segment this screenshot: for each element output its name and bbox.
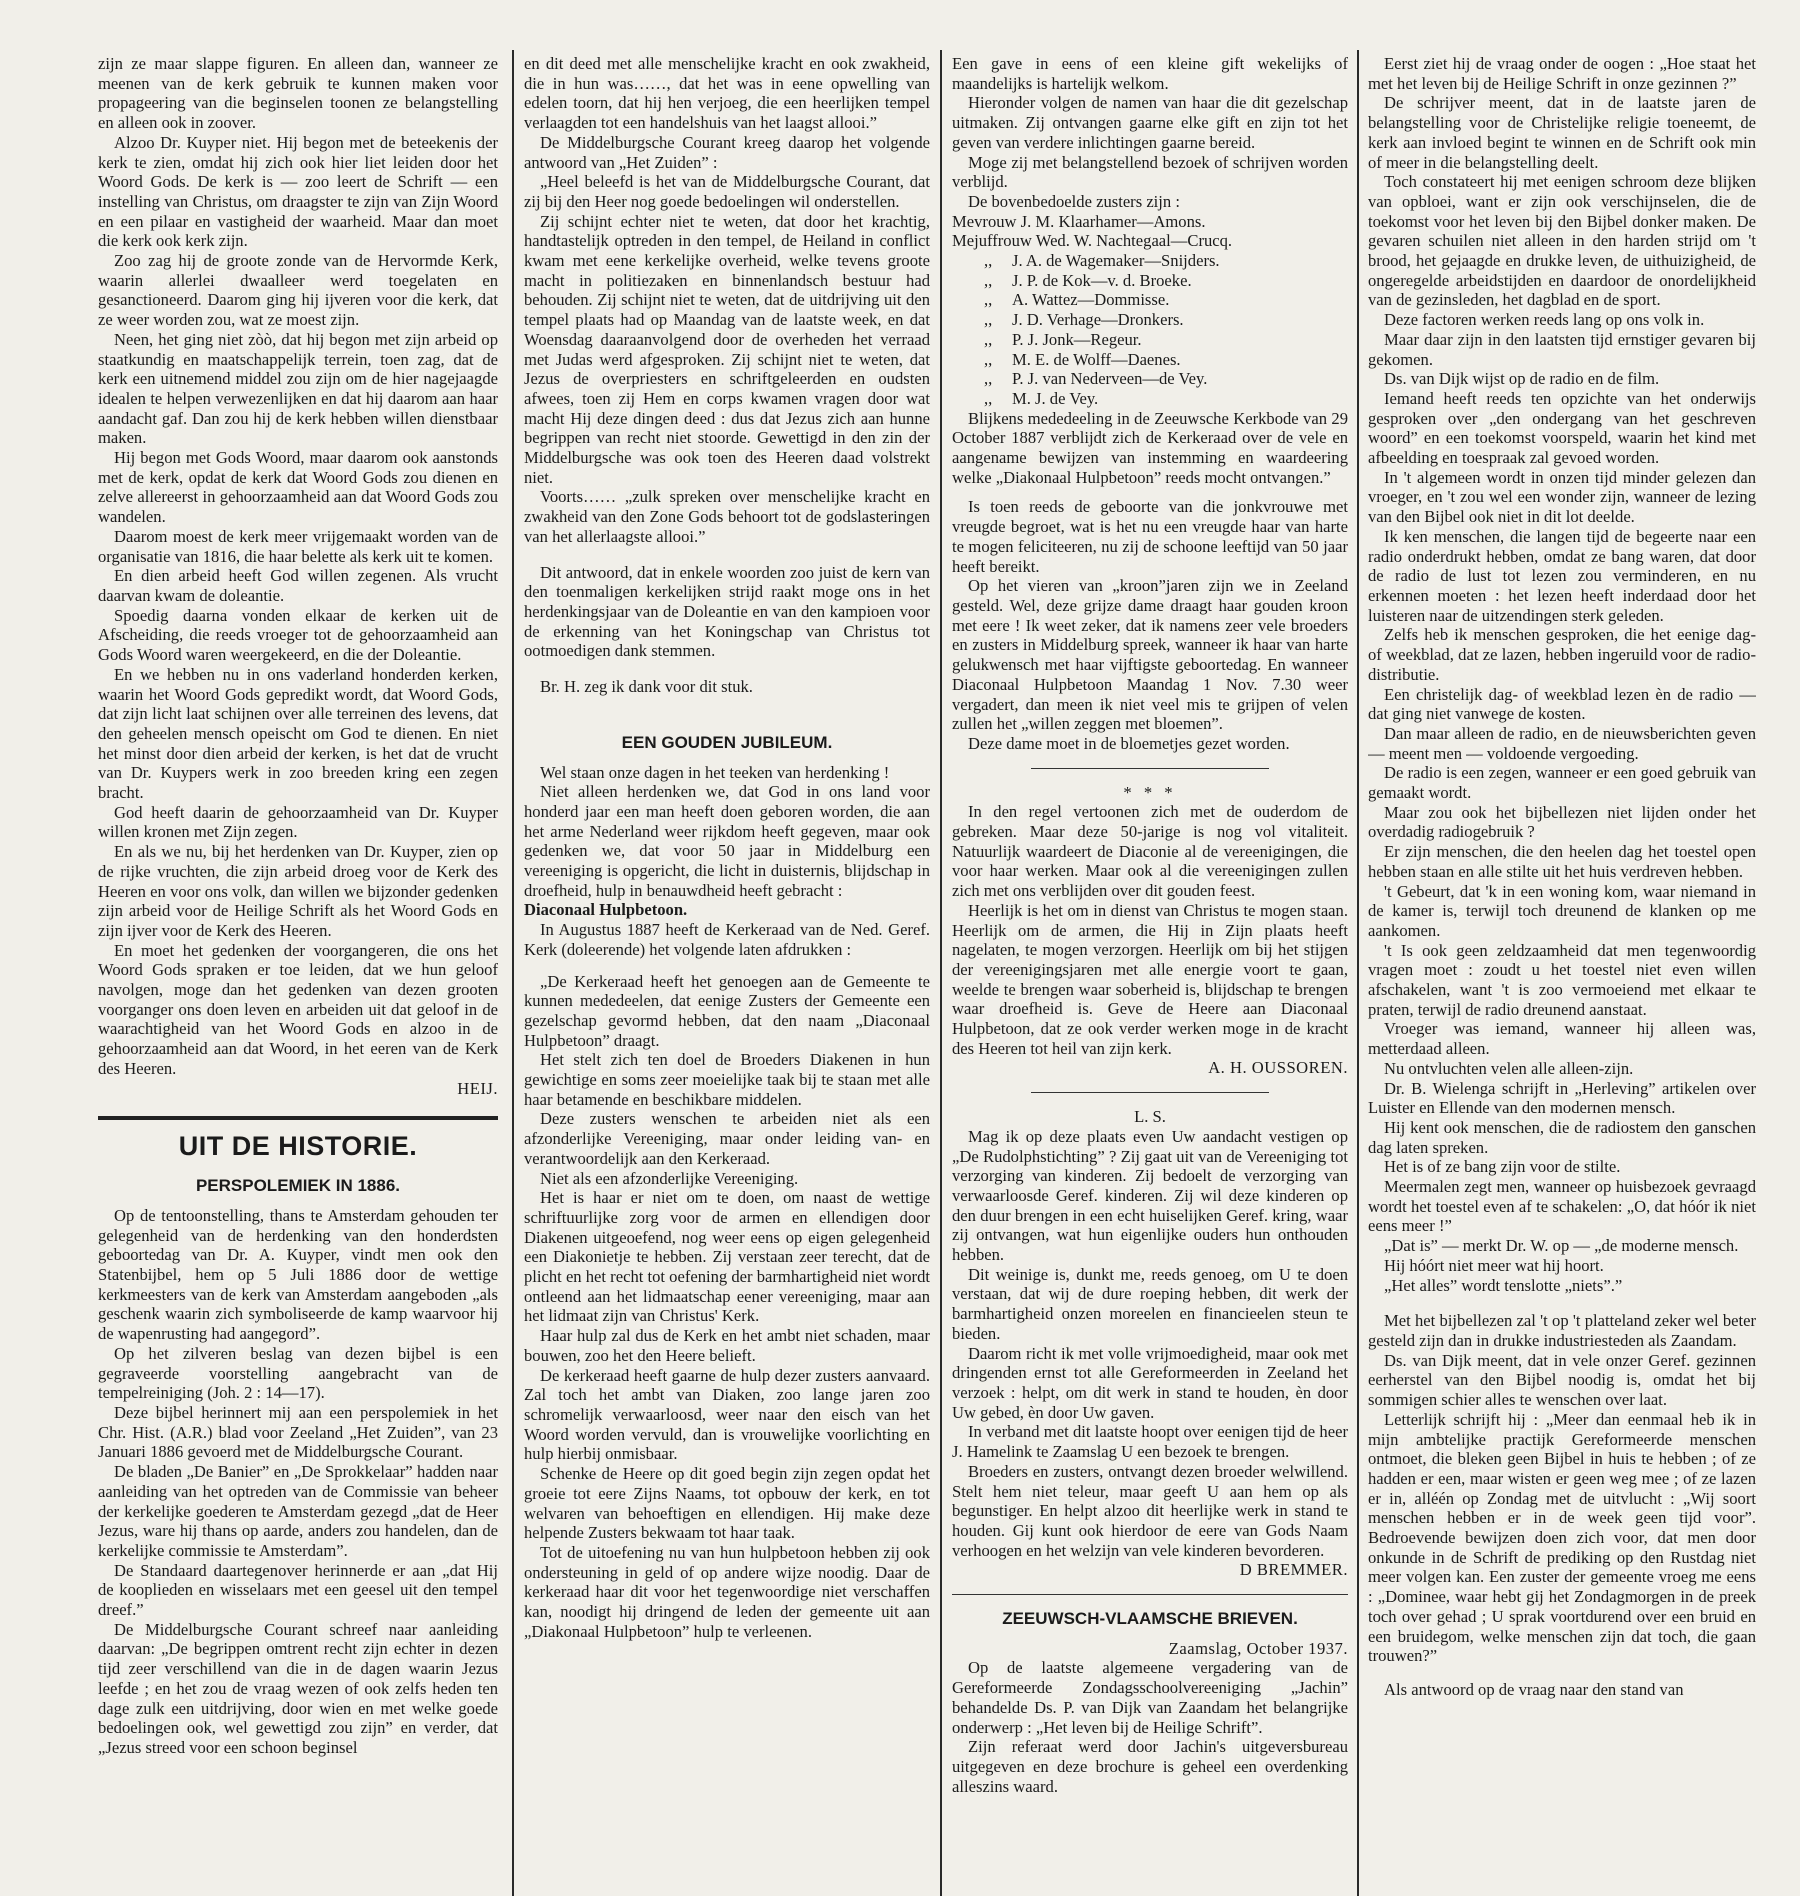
column-rule: [940, 50, 942, 1896]
column-1: [98, 54, 498, 1884]
paragraph: Zijn referaat werd door Jachin's uitgeversbureau uitgegeven en deze brochure is geheel een overdenking alleszins waard.: [952, 1737, 1348, 1796]
paragraph: Blijkens mededeeling in de Zeeuwsche Kerkbode van 29 October 1887 verblijdt zich de Kerkeraad over de vele en aangename bewijzen van instemming en waardeering welke „Diakonaal Hulpbetoon” reeds mocht ontvangen.”: [952, 408, 1348, 487]
divider: [1031, 768, 1269, 769]
column-rule: [512, 50, 514, 1896]
paragraph: Letterlijk schrijft hij : „Meer dan eenmaal heb ik in mijn ambtelijke practijk Gereformeerde menschen ontmoet, die bleken geen Bijbel in huis te hebben ; of ze hadden er een, maar wisten er geen weg mee ; of ze lazen er in, alléén op Zondag met de uitvlucht : „Wij soort menschen hebben er in de week geen tijd voor”. Bedroevende bewijzen doen zich voor, dat men door onkunde in de Schrift de prediking op den Rustdag niet meer volgen kan. Een zuster der gemeente vroeg me eens : „Dominee, waar hebt gij het Zondagmorgen in de preek toch over gehad ; U sprak voortdurend over een bruid en een bruidegom, welke menschen zijn dat toch, die gaan trouwen?”: [1368, 1409, 1756, 1666]
paragraph: Zoo zag hij de groote zonde van de Hervormde Kerk, waarin allerlei dwaalleer werd toegelaten en gesanctioneerd. Daarom ging hij ijveren voor die kerk, dat ze weer worden zou, wat ze moest zijn.: [98, 251, 498, 330]
paragraph: Heerlijk is het om in dienst van Christus te mogen staan. Heerlijk om de armen, die Hij in Zijn plaats heeft nagelaten, te mogen verzorgen. Heerlijk om bij het stijgen der vereenigingsjaren met alle energie voort te gaan, weelde te brengen waar soberheid is, blijdschap te brengen waar droefheid is. Geve de Heere aan Diaconaal Hulpbetoon, dat ze ook verder werken moge in de kracht des Heeren tot heil van zijn kerk.: [952, 900, 1348, 1058]
column-4: [1368, 54, 1756, 1884]
paragraph: Dr. B. Wielenga schrijft in „Herleving” artikelen over Luister en Ellende van den modernen mensch.: [1368, 1078, 1756, 1118]
paragraph: In 't algemeen wordt in onzen tijd minder gelezen dan vroeger, en 't zou wel een wonder zijn, wanneer de lezing van den Bijbel ook niet in dit lot deelde.: [1368, 467, 1756, 527]
paragraph: Nu ontvluchten velen alle alleen-zijn.: [1384, 1058, 1634, 1078]
section-title: EEN GOUDEN JUBILEUM.: [621, 732, 833, 752]
paragraph: Als antwoord op de vraag naar den stand van: [1384, 1679, 1684, 1699]
paragraph: Ds. van Dijk meent, dat in vele onzer Geref. gezinnen eerherstel van den Bijbel noodig is, omdat het bij sommigen schier alles te wenschen over laat.: [1368, 1350, 1756, 1410]
paragraph: Deze zusters wenschen te arbeiden niet als een afzonderlijke Vereeniging, maar onder leiding van- en verantwoordelijk aan den Kerkeraad.: [524, 1109, 930, 1168]
paragraph: Het is of ze bang zijn voor de stilte.: [1384, 1157, 1621, 1177]
paragraph: In Augustus 1887 heeft de Kerkeraad van de Ned. Geref. Kerk (doleerende) het volgende laten afdrukken :: [524, 920, 930, 959]
paragraph: Op de laatste algemeene vergadering van de Gereformeerde Zondagsschoolvereeniging „Jachin” behandelde Ds. P. van Dijk van Zaandam het belangrijke onderwerp : „Het leven bij de Heilige Schrift”.: [952, 1658, 1348, 1737]
paragraph: Eerst ziet hij de vraag onder de oogen : „Hoe staat het met het leven bij de Heilige Schrift in onze gezinnen ?”: [1368, 54, 1756, 93]
author-signature: D BREMMER.: [1239, 1560, 1348, 1580]
article-title: PERSPOLEMIEK IN 1886.: [195, 1176, 401, 1196]
paragraph: Broeders en zusters, ontvangt dezen broeder welwillend. Stelt hem niet teleur, maar geeft U aan hem op als begunstiger. En helpt alzoo dit heerlijke werk in stand te houden. Gij kunt ook hierdoor de eere van Gods Naam verhoogen en het welzijn van vele kinderen bevorderen.: [952, 1461, 1348, 1560]
paragraph: „Dat is” — merkt Dr. W. op — „de moderne mensch.: [1384, 1236, 1739, 1256]
list-item: ,, J. A. de Wagemaker—Snijders.: [984, 251, 1220, 271]
paragraph: Een gave in eens of een kleine gift wekelijks of maandelijks is hartelijk welkom.: [952, 54, 1348, 93]
divider: [1031, 1092, 1269, 1093]
names-list: [952, 212, 1348, 409]
paragraph: Daarom moest de kerk meer vrijgemaakt worden van de organisatie van 1816, die haar belette als kerk uit te komen.: [98, 526, 498, 566]
list-item: ,, M. J. de Vey.: [984, 388, 1099, 408]
paragraph: Alzoo Dr. Kuyper niet. Hij begon met de beteekenis der kerk te zien, omdat hij zich ook hier liet leiden door het Woord Gods. De kerk is — zoo leert de Schrift — een instelling van Christus, om draagster te zijn van Zijn Woord en een pilaar en vastigheid der waarheid. Maar dan moet die kerk ook kerk zijn.: [98, 132, 498, 251]
column-2: [524, 54, 930, 1884]
paragraph: De kerkeraad heeft gaarne de hulp dezer zusters aanvaard. Zal toch het ambt van Diaken, zoo lange jaren zoo schromelijk verwaarloosd, weer naar den eisch van het Woord worden vervuld, dan is vrouwelijke voorlichting en hulp hierbij onmisbaar.: [524, 1365, 930, 1464]
paragraph: „Heel beleefd is het van de Middelburgsche Courant, dat zij bij den Heer nog goede bedoelingen wil onderstellen.: [524, 172, 930, 211]
paragraph: Spoedig daarna vonden elkaar de kerken uit de Afscheiding, die reeds vroeger tot de gehoorzaamheid aan Gods Woord waren weergekeerd, en die der Doleantie.: [98, 605, 498, 665]
paragraph: Een christelijk dag- of weekblad lezen èn de radio — dat ging niet vanwege de kosten.: [1368, 684, 1756, 724]
paragraph: Vroeger was iemand, wanneer hij alleen was, metterdaad alleen.: [1368, 1019, 1756, 1059]
paragraph: En moet het gedenken der voorgangeren, die ons het Woord Gods spraken er toe leiden, dat we hun geloof navolgen, moge dan het gedenken van dezen grooten voorganger ons doen leven en arbeiden uit dat geloof in de waarachtigheid van het Woord Gods en alzoo in de gehoorzaamheid aan dat Woord, in het eeren van de Kerk des Heeren.: [98, 940, 498, 1078]
dateline: Zaamslag, October 1937.: [1168, 1638, 1348, 1658]
paragraph: Hij kent ook menschen, die de radiostem den ganschen dag laten spreken.: [1368, 1117, 1756, 1157]
organisation-name: Diaconaal Hulpbetoon.: [524, 900, 688, 920]
list-item: ,, M. E. de Wolff—Daenes.: [984, 349, 1181, 369]
list-item: ,, J. P. de Kok—v. d. Broeke.: [984, 270, 1192, 290]
paragraph: Toch constateert hij met eenigen schroom deze blijken van opbloei, want er zijn ook verschijnselen, die de toekomst voor het leven bij den Bijbel donker maken. De gevaren schuilen niet alleen in den harden strijd om 't brood, het gejaagde en drukke leven, de uithuizigheid, de ongeregelde arbeidstijden en daardoor de onordelijkheid van de gezinsleden, het dagblad en de sport.: [1368, 172, 1756, 310]
paragraph: Deze dame moet in de bloemetjes gezet worden.: [968, 733, 1290, 753]
list-item: ,, P. J. van Nederveen—de Vey.: [984, 369, 1208, 389]
list-item: ,, P. J. Jonk—Regeur.: [984, 329, 1142, 349]
divider: [952, 1594, 1348, 1595]
paragraph: De radio is een zegen, wanneer er een goed gebruik van gemaakt wordt.: [1368, 763, 1756, 803]
section-title: ZEEUWSCH-VLAAMSCHE BRIEVEN.: [1002, 1609, 1298, 1629]
paragraph: Mag ik op deze plaats even Uw aandacht vestigen op „De Rudolphstichting” ? Zij gaat uit van de Vereeniging tot verzorging van kinderen. Zij bedoelt de verzorging van verwaarloosde Geref. kinderen. Zij wil deze kinderen op den duur brengen in een echt huiselijken Geref. kring, waar zij ontvangen, wat hun eigenlijke ouders hun onthouden hebben.: [952, 1126, 1348, 1265]
paragraph: Is toen reeds de geboorte van die jonkvrouwe met vreugde begroet, wat is het nu een vreugde haar van harte te mogen feliciteeren, nu zij de schoone leeftijd van 50 jaar heeft bereikt.: [952, 497, 1348, 576]
paragraph: Zelfs heb ik menschen gesproken, die het eenige dag- of weekblad, dat ze lazen, hebben ingeruild voor de radio-distributie.: [1368, 625, 1756, 684]
paragraph: In den regel vertoonen zich met de ouderdom de gebreken. Maar deze 50-jarige is nog vol vitaliteit. Natuurlijk waardeert de Diaconie al de vereenigingen, die voor haar werken. Maar ook al die vereenigingen zullen zich met ons verblijden over dit gouden feest.: [952, 802, 1348, 901]
paragraph: Niet als een afzonderlijke Vereeniging.: [540, 1168, 799, 1188]
author-signature: HEIJ.: [457, 1078, 498, 1098]
author-signature: A. H. OUSSOREN.: [1208, 1058, 1348, 1078]
paragraph: Voorts…… „zulk spreken over menschelijke kracht en zwakheid van den Zone Gods behoort tot de godslasteringen van het allerlaagste allooi.”: [524, 487, 930, 546]
list-item: ,, A. Wattez—Dommisse.: [984, 290, 1170, 310]
paragraph: zijn ze maar slappe figuren. En alleen dan, wanneer ze meenen van de kerk gebruik te kunnen maken voor propageering van die beginselen toonen ze belangstelling en alleen ook in zoover.: [98, 54, 498, 133]
column-3: [952, 54, 1348, 1884]
paragraph: Maar zou ook het bijbellezen niet lijden onder het overdadig radiogebruik ?: [1368, 802, 1756, 842]
paragraph: Hij hóórt niet meer wat hij hoort.: [1384, 1255, 1604, 1275]
paragraph: Iemand heeft reeds ten opzichte van het onderwijs gesproken over „den ondergang van het geschreven woord” en een toekomst voorspeld, waarin het kind met afbeelding en toespraak zal gevoed worden.: [1368, 388, 1756, 468]
paragraph: En we hebben nu in ons vaderland honderden kerken, waarin het Woord Gods gepredikt wordt, dat Woord Gods, dat zijn licht laat schijnen over alle terreinen des levens, dat den geheelen mensch opeischt om God te dienen. En niet het minst door dien arbeid der kerken, is het dat de vrucht van Dr. Kuypers werk in zoo breeden kring een zegen bracht.: [98, 664, 498, 803]
paragraph: Schenke de Heere op dit goed begin zijn zegen opdat het groeie tot eere Zijns Naams, tot opbouw der kerk, en tot welvaren van behoeftigen en ellendigen. Hij make deze helpende Zusters bekwaam tot haar taak.: [524, 1464, 930, 1543]
paragraph: Op het vieren van „kroon”jaren zijn we in Zeeland gesteld. Wel, deze grijze dame draagt haar gouden kroon met eere ! Ik weet zeker, dat ik namens zeer vele broeders en zusters in Middelburg spreek, wanneer ik haar van harte gelukwensch met haar vijftigste geboortedag. En wanneer Diaconaal Hulpbetoon Maandag 1 Nov. 7.30 weer vergadert, dan meen ik niet veel mis te grijpen of velen zullen het „willen zeggen met bloemen”.: [952, 576, 1348, 734]
paragraph: Het stelt zich ten doel de Broeders Diakenen in hun gewichtige en soms zeer moeielijke taak bij te staan met alle haar betamende en beschikbare middelen.: [524, 1050, 930, 1109]
paragraph: Op de tentoonstelling, thans te Amsterdam gehouden ter gelegenheid van de herdenking van den honderdsten geboortedag van Dr. A. Kuyper, vindt men ook den Statenbijbel, hem op 5 Juli 1886 door de wettige kerkmeesters van de kerk van Amsterdam aangeboden „als geschenk waarin zich symboliseerde de kamp waarvoor hij de wapenrusting had aangegord”.: [98, 1205, 498, 1344]
paragraph: Daarom richt ik met volle vrijmoedigheid, maar ook met dringenden ernst tot alle Gereformeerden in Zeeland het verzoek : helpt, om dit werk in stand te houden, èn door Uw gebed, èn door Uw gaven.: [952, 1343, 1348, 1422]
paragraph: Niet alleen herdenken we, dat God in ons land voor honderd jaar een man heeft doen geboren worden, die aan het arme Nederland weer rijkdom heeft gegeven, maar ook gedenken we, dat voor 50 jaar in Middelburg een vereeniging is opgericht, die licht in duisternis, blijdschap in droefheid, hulp in benauwdheid heeft gebracht :: [524, 782, 930, 900]
list-item: ,, J. D. Verhage—Dronkers.: [984, 310, 1184, 330]
paragraph: God heeft daarin de gehoorzaamheid van Dr. Kuyper willen kronen met Zijn zegen.: [98, 802, 498, 842]
paragraph: Ik ken menschen, die langen tijd de begeerte naar een radio onderdrukt hebben, omdat ze bang waren, dat door de radio de lust tot lezen zou verminderen, en nu erkennen moeten : het lezen heeft inderdaad door het luisteren naar de uitzendingen sterk geleden.: [1368, 526, 1756, 625]
paragraph: Hieronder volgen de namen van haar die dit gezelschap uitmaken. Zij ontvangen gaarne elke gift en zijn tot het geven van verdere inlichtingen gaarne bereid.: [952, 93, 1348, 152]
paragraph: Moge zij met belangstellend bezoek of schrijven worden verblijd.: [952, 152, 1348, 192]
paragraph: Deze bijbel herinnert mij aan een perspolemiek in het Chr. Hist. (A.R.) blad voor Zeeland „Het Zuiden”, van 23 Januari 1886 gevoerd met de Middelburgsche Courant.: [98, 1403, 498, 1462]
paragraph: En dien arbeid heeft God willen zegenen. Als vrucht daarvan kwam de doleantie.: [98, 566, 498, 605]
section-title: UIT DE HISTORIE.: [178, 1131, 418, 1162]
paragraph: En als we nu, bij het herdenken van Dr. Kuyper, zien op de rijke vruchten, die zijn arbeid droeg voor de Kerk des Heeren en voor ons volk, dan willen we bijzonder gedenken zijn arbeid voor de Heilige Schrift als het Woord Gods en zijn ijver voor de Kerk des Heeren.: [98, 842, 498, 940]
paragraph: 't Gebeurt, dat 'k in een woning kom, waar niemand in de kamer is, terwijl toch dreunend de klanken op me aankomen.: [1368, 881, 1756, 940]
paragraph: Er zijn menschen, die den heelen dag het toestel open hebben staan en alle stilte uit het huis verdreven hebben.: [1368, 842, 1756, 881]
paragraph: De Middelburgsche Courant kreeg daarop het volgende antwoord van „Het Zuiden” :: [524, 132, 930, 172]
paragraph: Br. H. zeg ik dank voor dit stuk.: [540, 677, 753, 697]
paragraph: Dit antwoord, dat in enkele woorden zoo juist de kern van den toenmaligen kerkelijken strijd raakt moge ons in het herdenkingsjaar van de Doleantie en van den kampioen voor de erkenning van het Koningschap van Christus tot ootmoedigen dank stemmen.: [524, 562, 930, 661]
paragraph: Het is haar er niet om te doen, om naast de wettige schriftuurlijke zorg voor de armen en ellendigen door Diakenen uitgeoefend, nog weer eens op eigen gelegenheid een Diakonietje te hebben. Zij verstaan zeer terecht, dat de plicht en het recht tot oefening der barmhartigheid niet wordt ontleend aan het lidmaatschap eener vereeniging, maar aan het lidmaat zijn van Christus' Kerk.: [524, 1188, 930, 1326]
paragraph: „Het alles” wordt tenslotte „niets”.”: [1384, 1275, 1623, 1295]
paragraph: Neen, het ging niet zòò, dat hij begon met zijn arbeid op staatkundig en maatschappelijk terrein, toen zag, dat de kerk een uitnemend middel zou zijn om de hier nagejaagde idealen te helpen verwezenlijken en dat hij daarom aan haar aandacht gaf. Dan zou hij de kerk hebben willen dienstbaar maken.: [98, 329, 498, 448]
paragraph: 't Is ook geen zeldzaamheid dat men tegenwoordig vragen moet : zoudt u het toestel niet even willen afschakelen, want 't is zoo vermoeiend met elkaar te praten, terwijl de radio dreunend aanstaat.: [1368, 940, 1756, 1019]
list-item: Mejuffrouw Wed. W. Nachtegaal—Crucq.: [952, 231, 1233, 251]
paragraph: Op het zilveren beslag van dezen bijbel is een gegraveerde voorstelling aangebracht van de tempelreiniging (Joh. 2 : 14—17).: [98, 1343, 498, 1403]
paragraph: Hij begon met Gods Woord, maar daarom ook aanstonds met de kerk, opdat de kerk dat Woord Gods zou dienen en zelve allereerst in gehoorzaamheid aan dat Woord Gods zou wandelen.: [98, 448, 498, 527]
paragraph: „De Kerkeraad heeft het genoegen aan de Gemeente te kunnen mededeelen, dat eenige Zusters der Gemeente een gezelschap gevormd hebben, dat den naam „Diaconaal Hulpbetoon” draagt.: [524, 971, 930, 1050]
paragraph: De Middelburgsche Courant schreef naar aanleiding daarvan: „De begrippen omtrent recht zijn echter in dezen tijd zeer verschillend van die in de dagen waarin Jezus leefde ; en het zou de vraag wezen of ook zelfs heden ten dage zulk een uitdrijving, door wien en met welke goede bedoelingen ook, wel gewettigd zou zijn” en verder, dat „Jezus streed voor een schoon beginsel: [98, 1619, 498, 1757]
paragraph: Ds. van Dijk wijst op de radio en de film.: [1384, 369, 1660, 389]
paragraph: Dan maar alleen de radio, en de nieuwsberichten geven — meent men — voldoende vergoeding.: [1368, 723, 1756, 763]
list-item: Mevrouw J. M. Klaarhamer—Amons.: [952, 211, 1206, 231]
asterism: * * *: [1123, 782, 1177, 802]
paragraph: Zij schijnt echter niet te weten, dat door het krachtig, handtastelijk optreden in den tempel, de Heiland in conflict kwam met eene kerkelijke overheid, welke tevens groote macht in politiezaken en binnenlandsch bestuur had behouden. Zij schijnt niet te weten, dat de uitdrijving uit den tempel plaats had op Maandag van de laatste week, en dat Woensdag daaraanvolgend door de overheden het verraad met Judas werd afgesproken. Zij schijnt niet te weten, dat Jezus de overpriesters en schriftgeleerden en oudsten afwees, toen zij Hem en corps kwamen vragen door wat macht Hij deze dingen deed : dus dat Jezus zich aan hunne begrippen van recht niet stoorde. Gewettigd in den zin der Middelburgsche was ook toen des Heeren daad volstrekt niet.: [524, 211, 930, 487]
paragraph: en dit deed met alle menschelijke kracht en ook zwakheid, die in hun was……, dat het was in eene opwelling van edelen toorn, dat hij hen verjoeg, die een heerlijken tempel verlaagden tot een handelshuis van het laagst allooi.”: [524, 54, 930, 133]
paragraph: Tot de uitoefening nu van hun hulpbetoon hebben zij ook ondersteuning in geld of op andere wijze noodig. Daar de kerkeraad haar dit voor het tegenwoordige niet verschaffen kan, noodigt hij dringend de leden der gemeente uit aan „Diakonaal Hulpbetoon” hulp te verleenen.: [524, 1542, 930, 1641]
salutation: L. S.: [1134, 1107, 1166, 1127]
paragraph: De Standaard daartegenover herinnerde er aan „dat Hij de kooplieden en wisselaars met een geesel uit den tempel dreef.”: [98, 1560, 498, 1620]
paragraph: Meermalen zegt men, wanneer op huisbezoek gevraagd wordt het toestel even af te schakelen: „O, dat hóór ik niet eens meer !”: [1368, 1177, 1756, 1236]
paragraph: In verband met dit laatste hoopt over eenigen tijd de heer J. Hamelink te Zaamslag U een bezoek te brengen.: [952, 1422, 1348, 1462]
paragraph: De schrijver meent, dat in de laatste jaren de belangstelling voor de Christelijke religie toeneemt, de kerk aan invloed begint te winnen en de Schrift ook min of meer in die belangstelling deelt.: [1368, 93, 1756, 172]
paragraph: De bovenbedoelde zusters zijn :: [968, 191, 1180, 211]
paragraph: Deze factoren werken reeds lang op ons volk in.: [1384, 310, 1705, 330]
paragraph: Met het bijbellezen zal 't op 't platteland zeker wel beter gesteld zijn dan in drukke industriesteden als Zaandam.: [1368, 1311, 1756, 1350]
paragraph: Maar daar zijn in den laatsten tijd ernstiger gevaren bij gekomen.: [1368, 329, 1756, 369]
section-divider: [98, 1116, 498, 1120]
column-rule: [1357, 50, 1359, 1896]
paragraph: De bladen „De Banier” en „De Sprokkelaar” hadden naar aanleiding van het optreden van de Commissie van beheer der kerkelijke goederen te Amsterdam gezegd „dat de Heer Jezus, ware hij thans op aarde, anders zou handelen, dan de kerkelijke commissie te Amsterdam”.: [98, 1462, 498, 1560]
paragraph: Wel staan onze dagen in het teeken van herdenking !: [540, 762, 890, 782]
paragraph: Haar hulp zal dus de Kerk en het ambt niet schaden, maar bouwen, zoo het den Heere belieft.: [524, 1326, 930, 1365]
paragraph: Dit weinige is, dunkt me, reeds genoeg, om U te doen verstaan, dat wij de dure roeping hebben, dit werk der barmhartigheid onzen moreelen en financieelen steun te bieden.: [952, 1264, 1348, 1343]
